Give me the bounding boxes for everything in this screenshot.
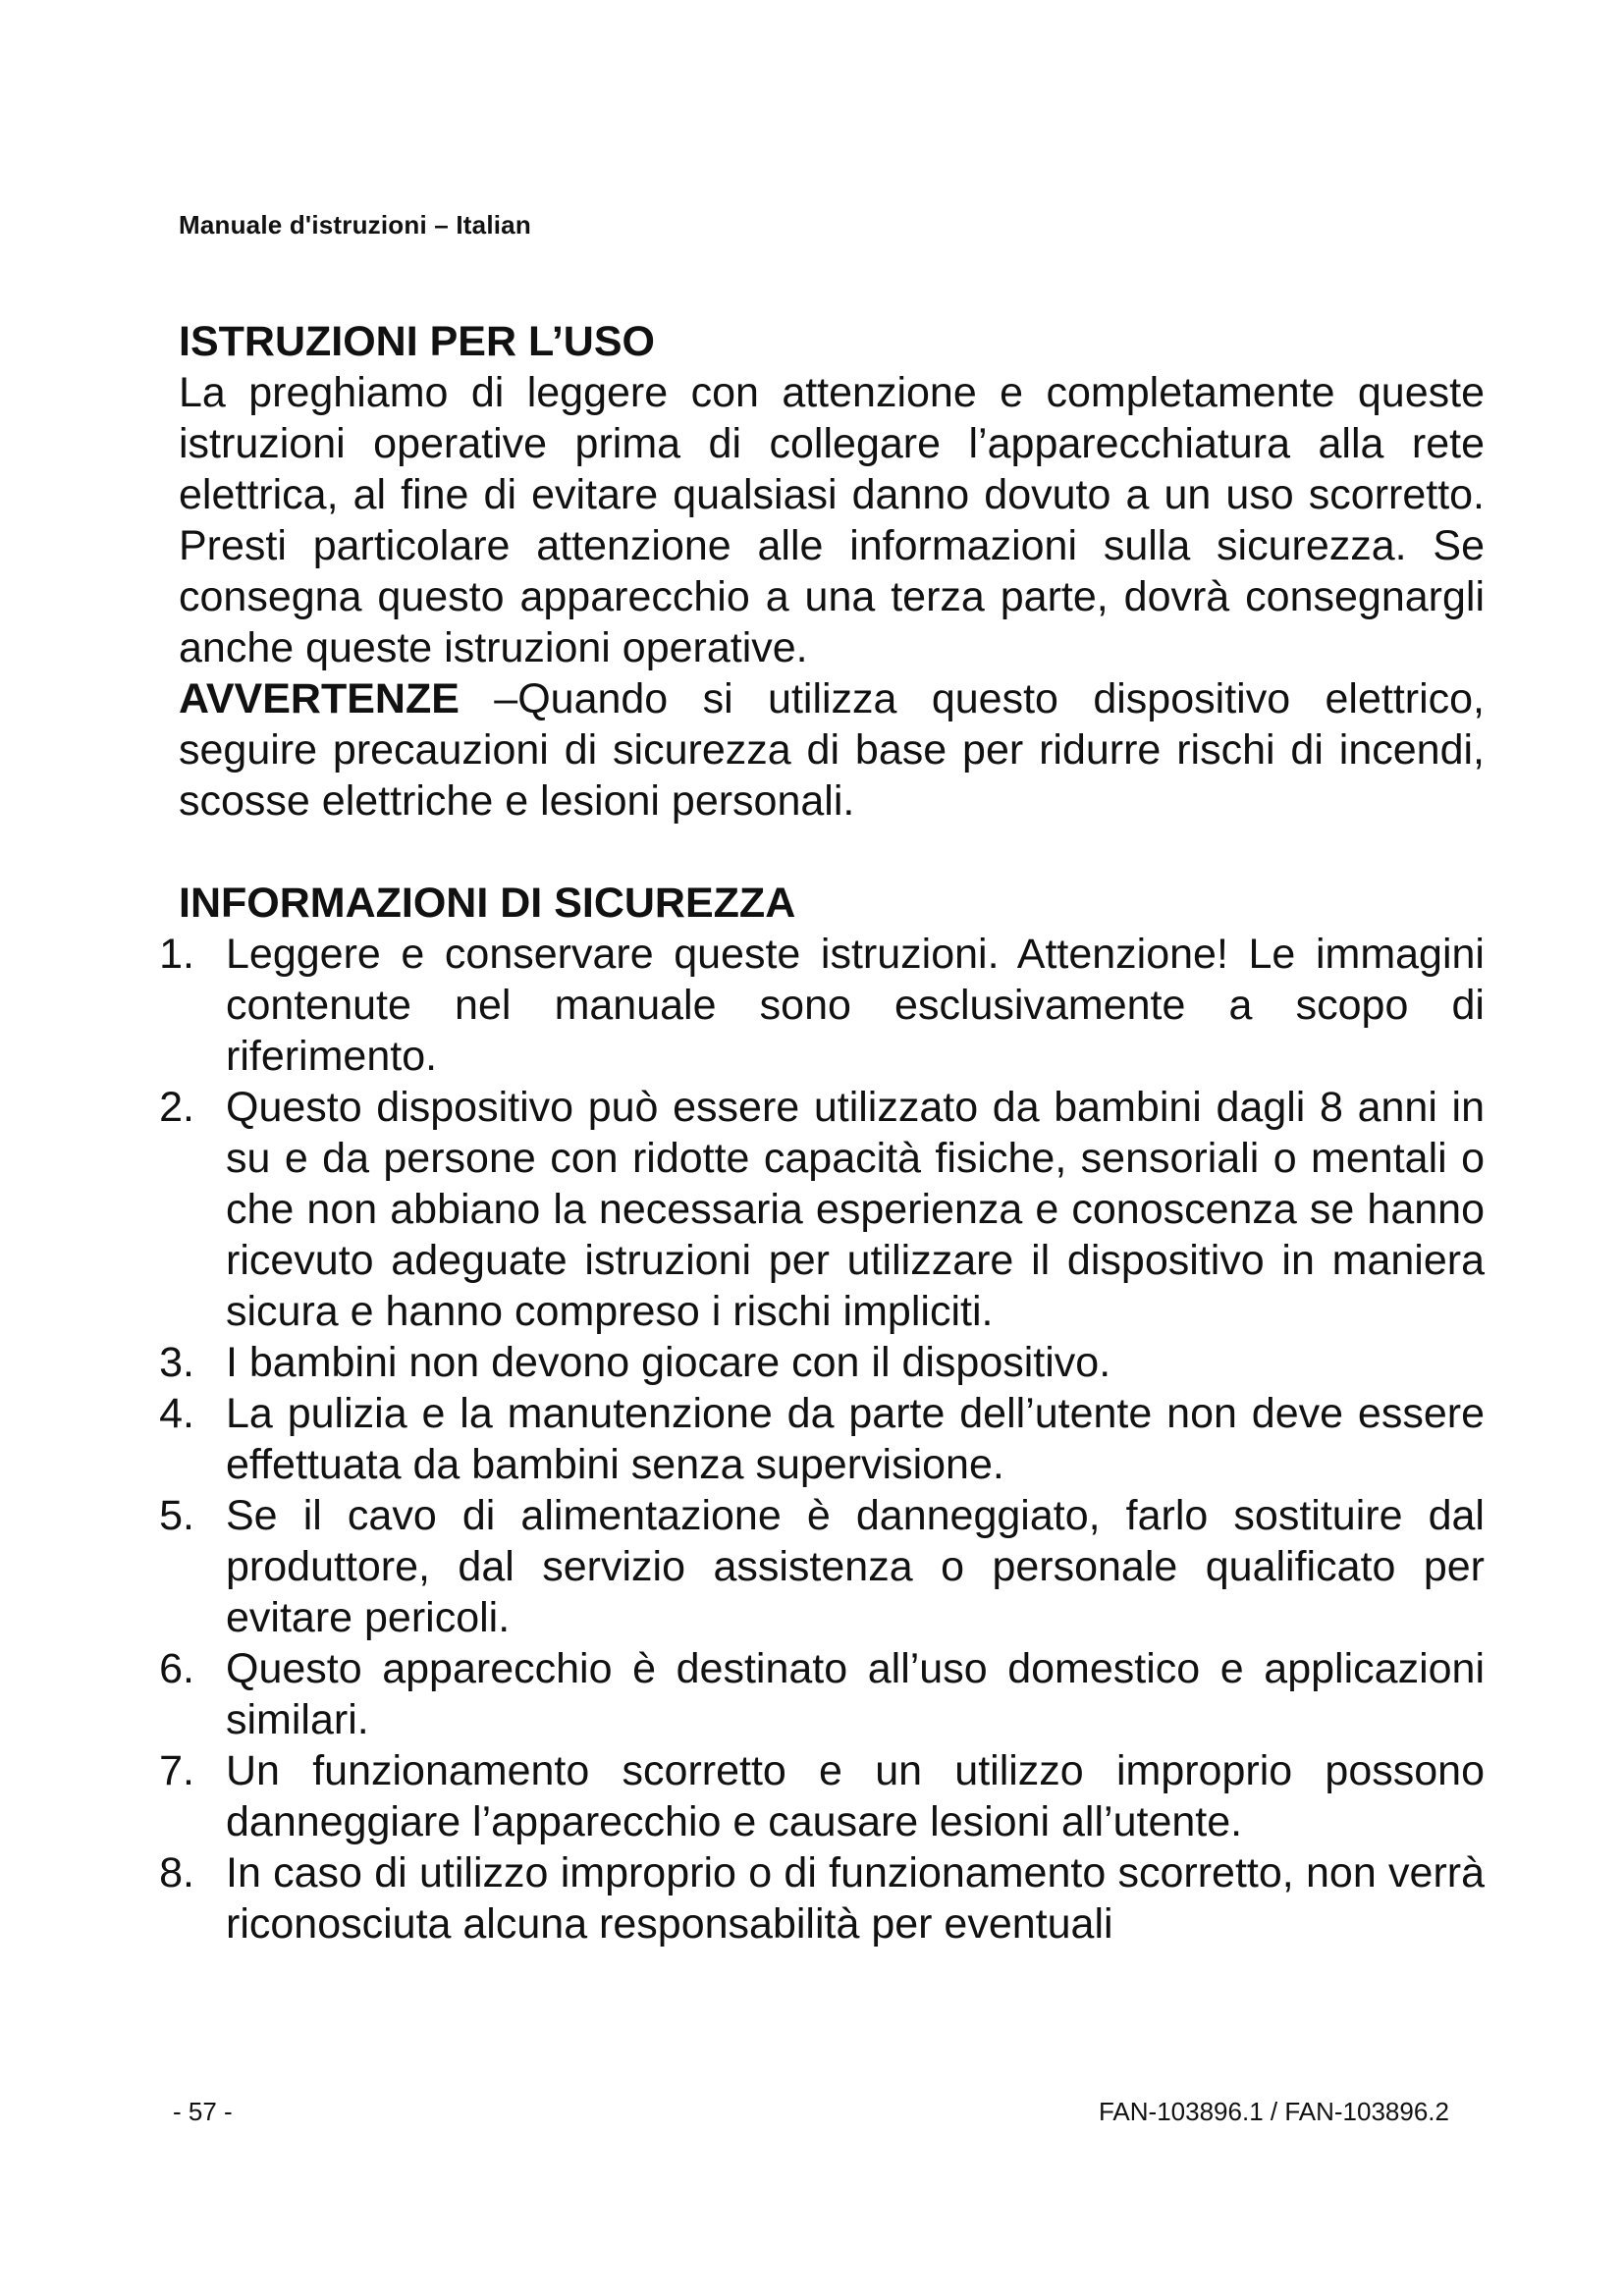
warning-paragraph — [179, 673, 1485, 827]
page-header: Manuale d'istruzioni – Italian — [179, 210, 531, 240]
list-item — [159, 929, 1485, 1082]
list-item-number: 7. — [159, 1747, 194, 1794]
model-number: FAN-103896.1 / FAN-103896.2 — [1098, 2097, 1449, 2126]
list-item-number: 8. — [159, 1849, 194, 1896]
document-body — [159, 316, 1485, 1949]
list-item-number: 4. — [159, 1390, 194, 1437]
list-item-text: La pulizia e la manutenzione da parte dell’utente non deve essere effettuata da bambini senza supervisione. — [226, 1390, 1485, 1488]
list-item-text: Leggere e conservare queste istruzioni. Attenzione! Le immagini contenute nel manuale sono esclusivamente a scopo di riferimento. — [226, 931, 1485, 1080]
safety-title: INFORMAZIONI DI SICUREZZA — [179, 880, 796, 927]
list-item-number: 5. — [159, 1492, 194, 1539]
list-item — [159, 1388, 1485, 1490]
list-item-number: 2. — [159, 1084, 194, 1131]
safety-list — [159, 929, 1485, 1949]
list-item — [159, 1643, 1485, 1745]
list-item — [159, 1337, 1485, 1388]
list-item-text: Se il cavo di alimentazione è danneggiato, farlo sostituire dal produttore, dal servizio assistenza o personale qualificato per evitare pericoli. — [226, 1492, 1485, 1641]
list-item-number: 3. — [159, 1339, 194, 1386]
instructions-paragraph: La preghiamo di leggere con attenzione e completamente queste istruzioni operative prima di collegare l’apparecchiatura alla rete elettrica, al fine di evitare qualsiasi danno dovuto a un uso scorretto. Presti particolare attenzione alle informazioni sulla sicurezza. Se consegna questo apparecchio a una terza parte, dovrà consegnargli anche queste istruzioni operative. — [179, 369, 1485, 671]
list-item — [159, 1745, 1485, 1847]
list-item — [159, 1082, 1485, 1337]
list-item-text: Un funzionamento scorretto e un utilizzo improprio possono danneggiare l’apparecchio e causare lesioni all’utente. — [226, 1747, 1485, 1845]
warning-label: AVVERTENZE — [179, 675, 460, 722]
page-number: - 57 - — [173, 2097, 233, 2126]
list-item-text: Questo apparecchio è destinato all’uso domestico e applicazioni similari. — [226, 1645, 1485, 1743]
list-item-text: In caso di utilizzo improprio o di funzionamento scorretto, non verrà riconosciuta alcuna responsabilità per eventuali — [226, 1849, 1485, 1948]
list-item-text: Questo dispositivo può essere utilizzato da bambini dagli 8 anni in su e da persone con ridotte capacità fisiche, sensoriali o mentali o che non abbiano la necessaria esperienza e conoscenza se hanno ricevuto adeguate istruzioni per utilizzare il dispositivo in maniera sicura e hanno compreso i rischi impliciti. — [226, 1084, 1485, 1335]
warning-text: –Quando si utilizza questo dispositivo elettrico, seguire precauzioni di sicurezza di base per ridurre rischi di incendi, scosse elettriche e lesioni personali. — [179, 675, 1485, 825]
instructions-title: ISTRUZIONI PER L’USO — [179, 318, 655, 365]
list-item-number: 6. — [159, 1645, 194, 1692]
list-item — [159, 1490, 1485, 1643]
list-item-number: 1. — [159, 931, 194, 978]
section-spacer — [179, 827, 1485, 878]
list-item — [159, 1847, 1485, 1949]
list-item-text: I bambini non devono giocare con il dispositivo. — [226, 1339, 1111, 1386]
